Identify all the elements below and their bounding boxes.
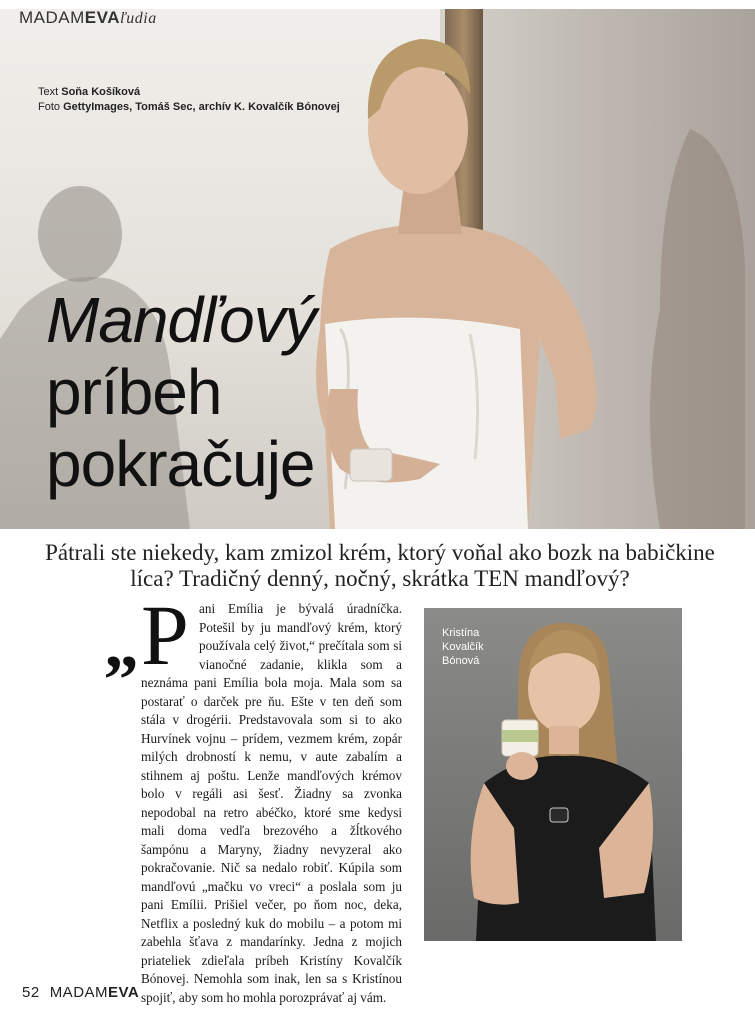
credit-photo-label: Foto [38, 101, 61, 113]
caption-line-1: Kristína [442, 627, 480, 639]
headline-line-3: pokračuje [46, 428, 315, 500]
article-lead: Pátrali ste niekedy, kam zmizol krém, ktorý voňal ako bozk na babičkine líca? Tradičný denný, nočný, skrátka TEN mandľový? [45, 540, 715, 591]
section-name: ľudia [119, 10, 157, 27]
portrait-photo [424, 608, 682, 941]
article-body [141, 600, 402, 1007]
magazine-header [19, 8, 157, 28]
photo-credits [38, 85, 340, 115]
portrait-caption [442, 626, 484, 668]
article-body-text: ani Emília je bývalá úradníčka. Potešil by ju mandľový krém, ktorý používala celý život,“ prečítala som si vianočné zadanie, klikla som a neznáma pani Emília bola moja. Mala som sa postarať o darček pre ňu. Ešte v ten deň som stála v drogérii. Predstavovala som si to ako Hurvínek vojnu – prídem, vezmem krém, zopár milých drobností k nemu, v aute zabalím a stihnem aj poštu. Lenže mandľových krémov bolo v regáli asi šesť. Žiadny sa zvonka nepodobal na retro abéčko, ktoré sme kedysi mali doma vedľa brezového a žĺtkového šampónu a Maryny, žiadny nevyzeral ako pokračovanie. Nič sa nedalo robiť. Kúpila som mandľovú „mačku vo vreci“ a poslala som ju pani Emílii. Prišiel večer, po ňom noc, deka, Netflix a posledný kuk do mobilu – a potom mi zabehla šťava z mandarínky. Jedna z mojich priateliek zdieľala príbeh Kristíny Kovalčík Bónovej. Nemohla som inak, len sa s Kristínou spojiť, aby som ho mohla porozprávať aj vám. [141, 601, 402, 1005]
credit-text-label: Text [38, 86, 59, 98]
credit-photo-sources: GettyImages, Tomáš Sec, archív K. Kovalčík Bónovej [63, 101, 340, 113]
headline-line-1: Mandľový [46, 284, 316, 356]
drop-cap: P [141, 587, 189, 683]
hero-photo [0, 9, 755, 529]
page-number: 52 [22, 984, 40, 1001]
brand-bold: EVA [84, 8, 120, 27]
article-headline [46, 284, 466, 500]
caption-line-2: Kovalčík [442, 641, 484, 653]
footer-brand-light: MADAM [49, 984, 109, 1001]
headline-line-2: príbeh [46, 356, 222, 428]
footer-brand-bold: EVA [108, 984, 140, 1001]
caption-line-3: Bónová [442, 655, 480, 667]
opening-quote-mark: „ [104, 606, 139, 683]
page-footer [22, 984, 139, 1001]
credit-text-author: Soňa Košíková [61, 86, 141, 98]
brand-light: MADAM [19, 8, 85, 27]
